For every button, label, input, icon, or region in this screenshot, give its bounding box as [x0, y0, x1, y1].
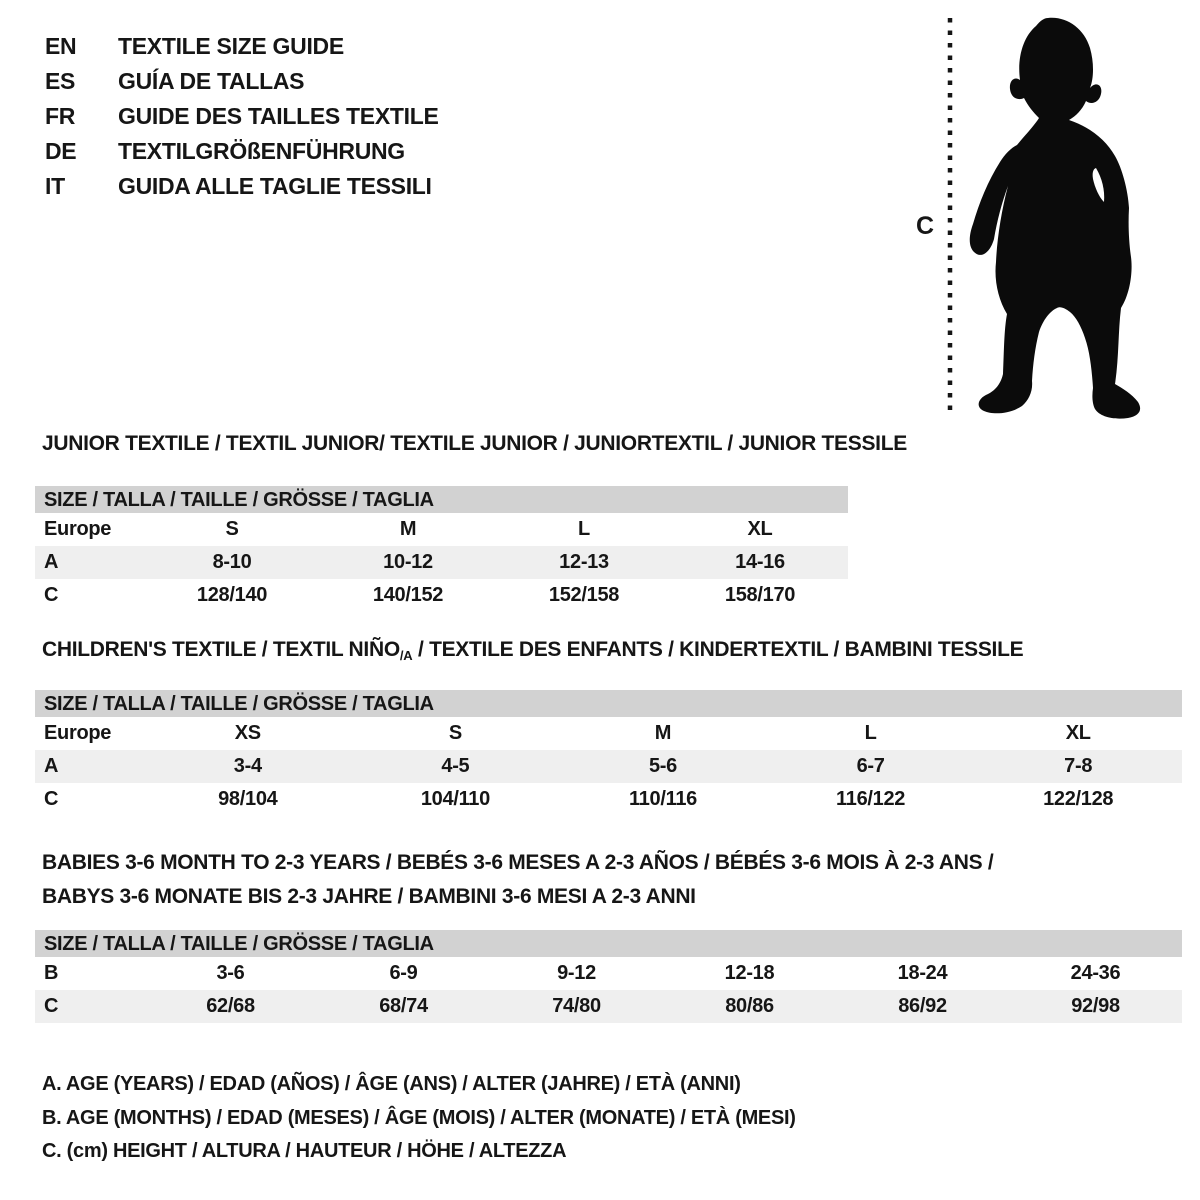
babies-section-title-line2: BABYS 3-6 MONATE BIS 2-3 JAHRE / BAMBINI 3-6 MESI A 2-3 ANNI	[42, 885, 696, 908]
size-cell: XL	[1065, 722, 1091, 744]
lang-row-es	[45, 64, 439, 99]
lang-code: DE	[45, 138, 77, 164]
months-cell: 6-9	[389, 962, 418, 984]
lang-title: GUIDE DES TAILLES TEXTILE	[118, 103, 439, 129]
children-title-suffix: / TEXTILE DES ENFANTS / KINDERTEXTIL / BAMBINI TESSILE	[412, 638, 1024, 661]
table-row-months	[35, 957, 1182, 990]
table-row-height	[35, 990, 1182, 1023]
lang-row-en	[45, 29, 439, 64]
size-cell: XL	[747, 518, 773, 540]
row-label: Europe	[44, 722, 112, 744]
lang-code: EN	[45, 33, 77, 59]
height-cell: 74/80	[552, 995, 601, 1017]
height-cell: 62/68	[206, 995, 255, 1017]
height-cell: 116/122	[836, 788, 906, 810]
lang-title: TEXTILGRÖßENFÜHRUNG	[118, 138, 405, 164]
months-cell: 3-6	[216, 962, 245, 984]
lang-code: FR	[45, 103, 76, 129]
size-header: SIZE / TALLA / TAILLE / GRÖSSE / TAGLIA	[35, 486, 848, 513]
lang-row-fr	[45, 99, 439, 134]
table-row-height	[35, 579, 848, 612]
lang-title: GUÍA DE TALLAS	[118, 68, 305, 94]
height-cell: 98/104	[218, 788, 278, 810]
age-cell: 12-13	[559, 551, 609, 573]
language-title-list	[45, 29, 439, 204]
lang-code: IT	[45, 173, 65, 199]
height-cell: 86/92	[898, 995, 947, 1017]
row-label: A	[44, 551, 59, 573]
lang-row-it	[45, 169, 439, 204]
age-cell: 5-6	[648, 755, 677, 777]
junior-section-title: JUNIOR TEXTILE / TEXTIL JUNIOR/ TEXTILE JUNIOR / JUNIORTEXTIL / JUNIOR TESSILE	[42, 432, 907, 455]
babies-section-title-line1: BABIES 3-6 MONTH TO 2-3 YEARS / BEBÉS 3-6 MESES A 2-3 AÑOS / BÉBÉS 3-6 MOIS À 2-3 ANS /	[42, 851, 994, 874]
months-cell: 9-12	[557, 962, 596, 984]
size-header: SIZE / TALLA / TAILLE / GRÖSSE / TAGLIA	[35, 690, 1182, 717]
children-size-table	[35, 690, 1182, 816]
months-cell: 12-18	[724, 962, 775, 984]
row-label: A	[44, 755, 59, 777]
height-cell: 104/110	[420, 788, 490, 810]
height-cell: 80/86	[725, 995, 774, 1017]
age-cell: 3-4	[233, 755, 262, 777]
size-cell: L	[864, 722, 877, 744]
lang-code: ES	[45, 68, 76, 94]
size-cell: M	[399, 518, 417, 540]
junior-size-table	[35, 486, 848, 612]
lang-title: TEXTILE SIZE GUIDE	[118, 33, 344, 59]
children-title-subscript: /A	[399, 648, 413, 663]
height-cell: 110/116	[628, 788, 697, 810]
age-cell: 10-12	[383, 551, 433, 573]
age-cell: 7-8	[1064, 755, 1093, 777]
measure-label-c: C	[916, 212, 934, 240]
legend-age-years: A. AGE (YEARS) / EDAD (AÑOS) / ÂGE (ANS) / ALTER (JAHRE) / ETÀ (ANNI)	[42, 1073, 741, 1095]
lang-title: GUIDA ALLE TAGLIE TESSILI	[118, 173, 432, 199]
row-label: B	[44, 962, 59, 984]
age-cell: 4-5	[441, 755, 470, 777]
table-row-age	[35, 546, 848, 579]
months-cell: 24-36	[1070, 962, 1121, 984]
size-cell: L	[578, 518, 590, 540]
height-cell: 128/140	[196, 584, 268, 606]
height-cell: 152/158	[548, 584, 620, 606]
row-label: C	[44, 995, 59, 1017]
size-header: SIZE / TALLA / TAILLE / GRÖSSE / TAGLIA	[35, 930, 1182, 957]
children-title-prefix: CHILDREN'S TEXTILE / TEXTIL NIÑO	[42, 638, 400, 661]
height-cell: 92/98	[1071, 995, 1120, 1017]
size-cell: M	[654, 722, 672, 744]
table-row-height	[35, 783, 1182, 816]
height-cell: 140/152	[372, 584, 444, 606]
legend-height-cm: C. (cm) HEIGHT / ALTURA / HAUTEUR / HÖHE / ALTEZZA	[42, 1140, 567, 1162]
table-row-age	[35, 750, 1182, 783]
babies-size-table	[35, 930, 1182, 1023]
table-row-europe	[35, 513, 848, 546]
height-cell: 158/170	[724, 584, 796, 606]
height-figure	[900, 0, 1200, 430]
height-cell: 122/128	[1043, 788, 1114, 810]
age-cell: 6-7	[856, 755, 885, 777]
row-label: Europe	[44, 518, 112, 540]
size-cell: S	[448, 722, 462, 744]
size-cell: S	[225, 518, 239, 540]
height-cell: 68/74	[379, 995, 428, 1017]
row-label: C	[44, 788, 59, 810]
table-row-europe	[35, 717, 1182, 750]
age-cell: 14-16	[735, 551, 785, 573]
toddler-silhouette-icon	[900, 0, 1200, 430]
legend-age-months: B. AGE (MONTHS) / EDAD (MESES) / ÂGE (MOIS) / ALTER (MONATE) / ETÀ (MESI)	[42, 1107, 796, 1129]
lang-row-de	[45, 134, 439, 169]
age-cell: 8-10	[212, 551, 252, 573]
months-cell: 18-24	[897, 962, 948, 984]
children-section-title	[42, 638, 1023, 663]
toddler-body	[970, 18, 1140, 419]
size-cell: XS	[234, 722, 261, 744]
row-label: C	[44, 584, 59, 606]
